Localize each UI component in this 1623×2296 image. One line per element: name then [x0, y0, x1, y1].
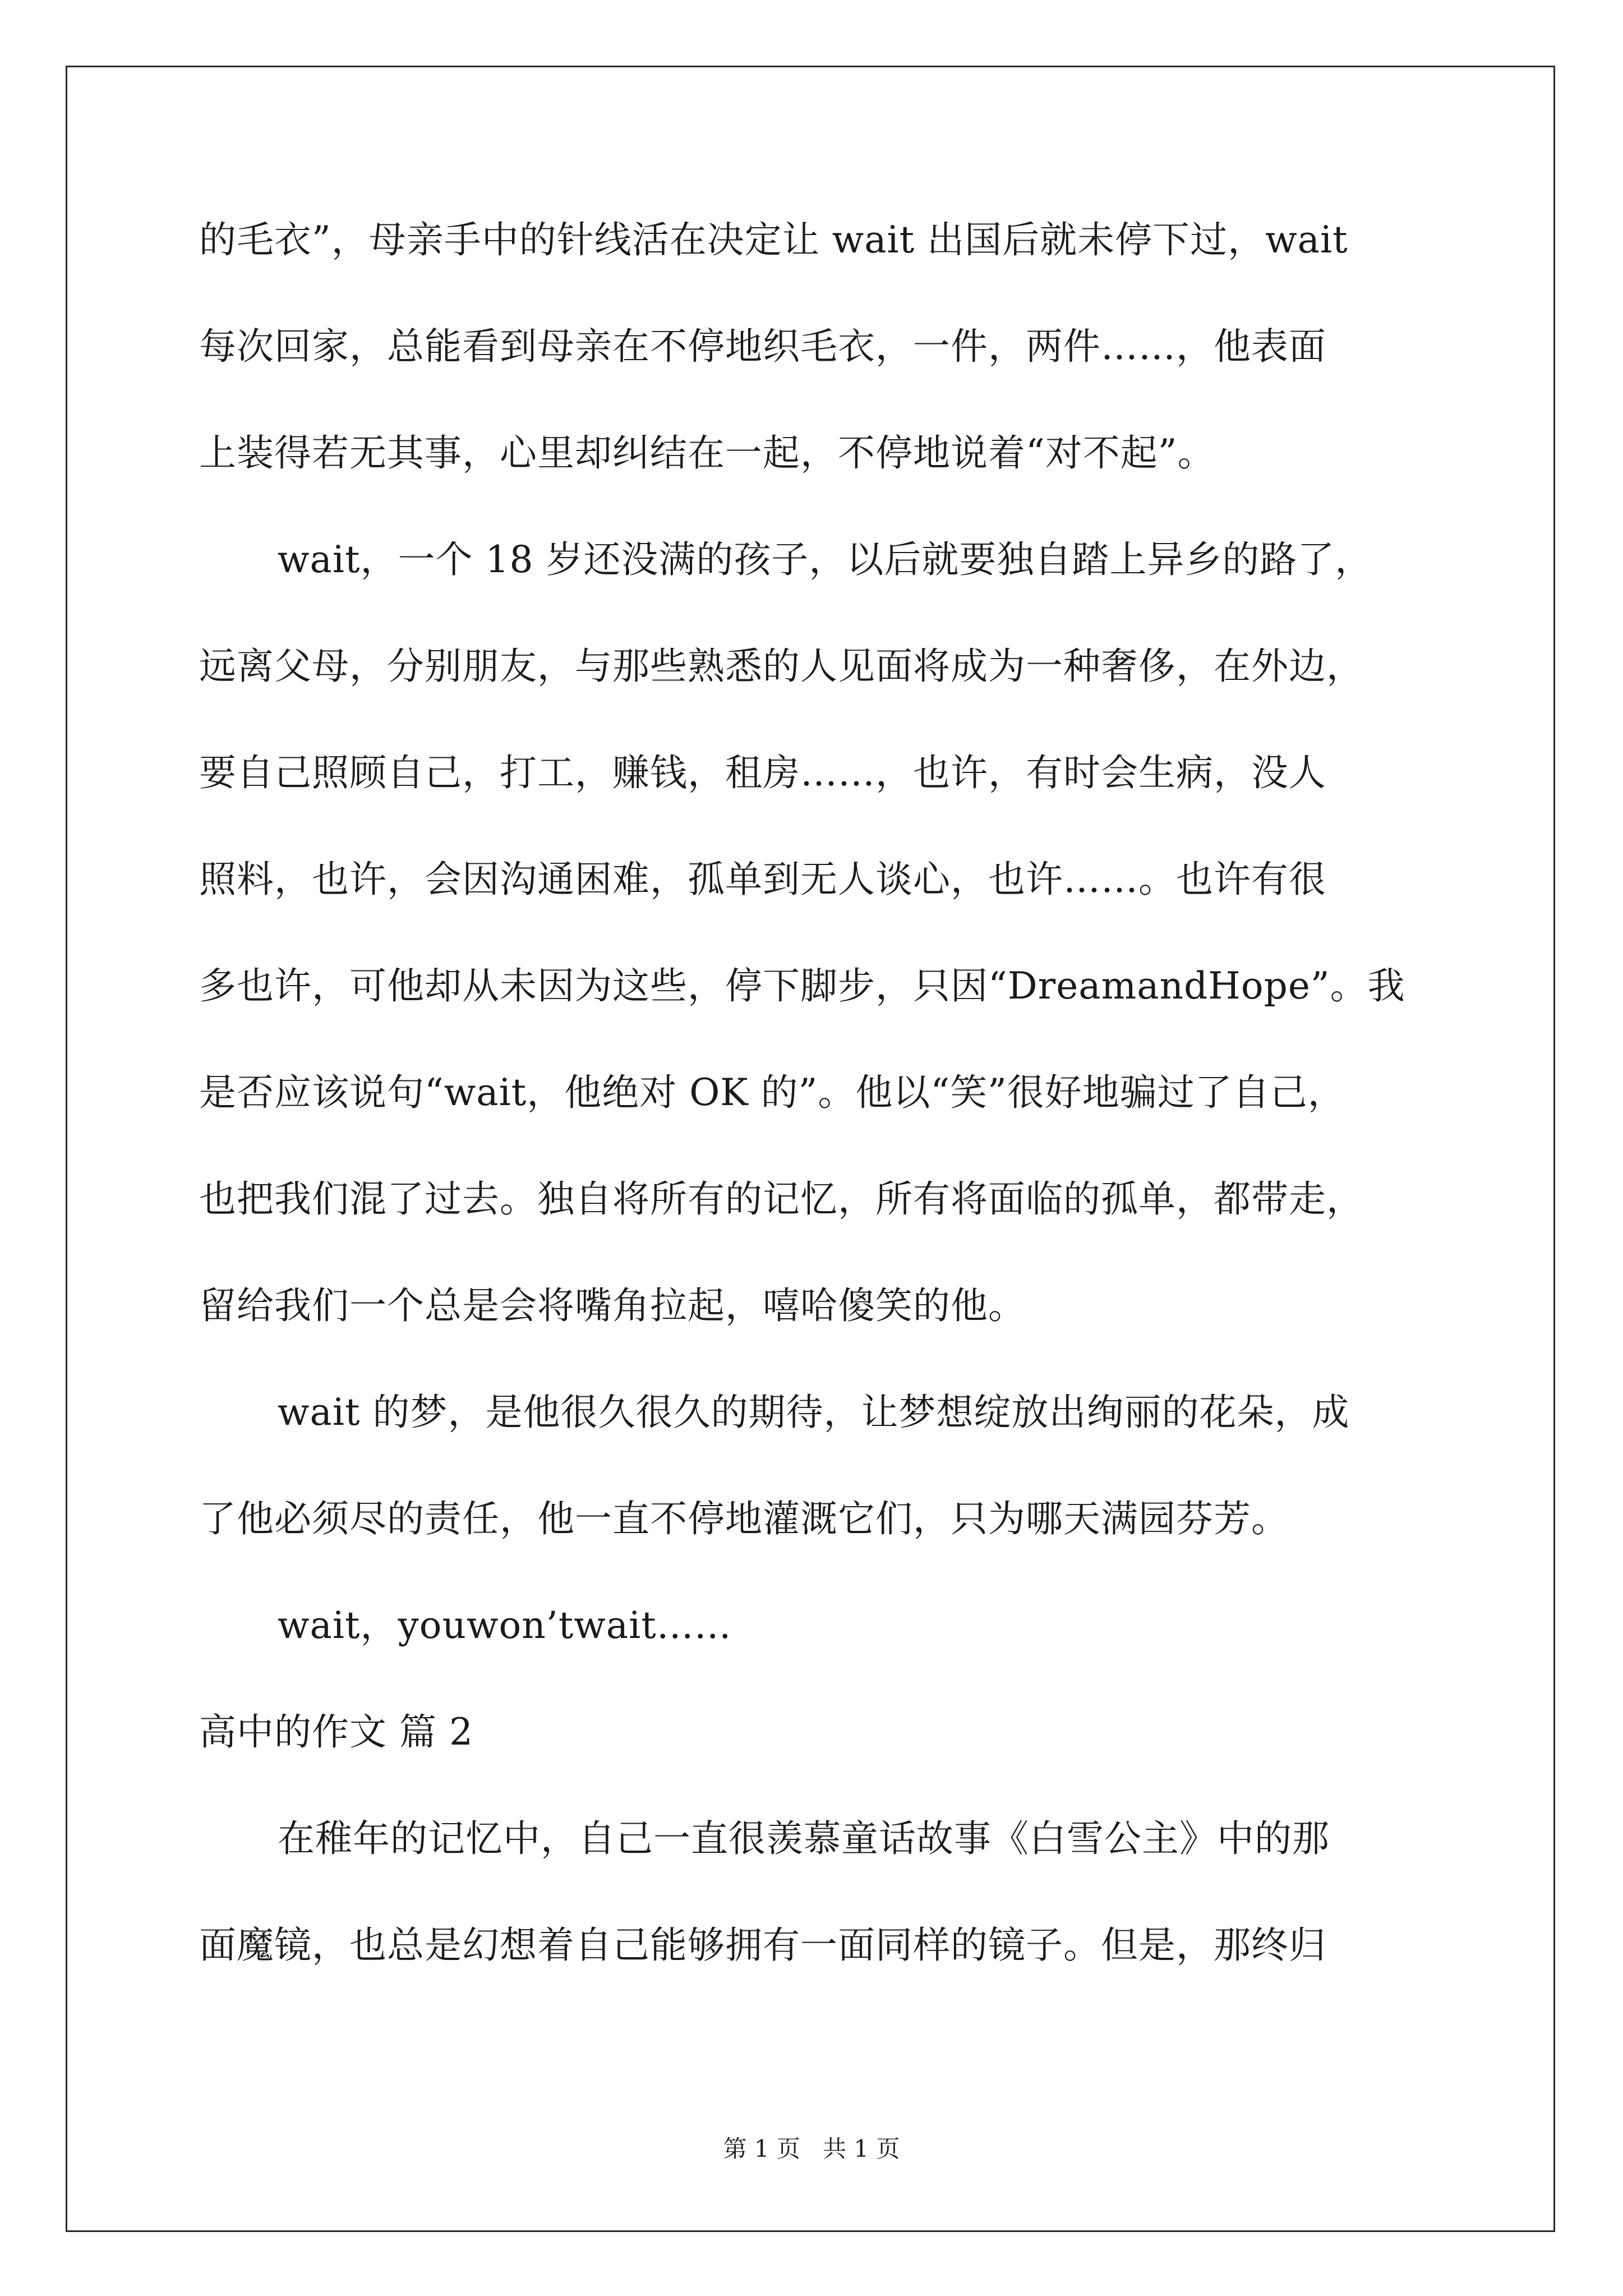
text-line: 要自己照顾自己，打工，赚钱，租房……，也许，有时会生病，没人	[199, 751, 1326, 794]
text-line: 远离父母，分别朋友，与那些熟悉的人见面将成为一种奢侈，在外边，	[199, 645, 1364, 688]
text-line: 多也许，可他却从未因为这些，停下脚步，只因“DreamandHope”。我	[199, 964, 1405, 1007]
page-number-current: 第 1 页	[723, 2135, 800, 2162]
text-line: 上装得若无其事，心里却纠结在一起，不停地说着“对不起”。	[199, 431, 1215, 475]
text-line: wait，youwon’twait……	[278, 1604, 732, 1647]
text-line: 在稚年的记忆中，自己一直很羡慕童话故事《白雪公主》中的那	[278, 1817, 1330, 1860]
text-line: 每次回家，总能看到母亲在不停地织毛衣，一件，两件……，他表面	[199, 325, 1326, 368]
text-line: 也把我们混了过去。独自将所有的记忆，所有将面临的孤单，都带走，	[199, 1177, 1364, 1221]
text-line: 的毛衣”，母亲手中的针线活在决定让 wait 出国后就未停下过，wait	[199, 218, 1348, 261]
text-line: wait，一个 18 岁还没满的孩子，以后就要独自踏上异乡的路了，	[278, 538, 1373, 581]
page-frame	[66, 66, 1555, 2232]
section-heading: 高中的作文 篇 2	[199, 1710, 473, 1754]
text-line: 了他必须尽的责任，他一直不停地灌溉它们，只为哪天满园芬芳。	[199, 1497, 1289, 1540]
page-footer	[0, 2132, 1623, 2166]
text-line: 是否应该说句“wait，他绝对 OK 的”。他以“笑”很好地骗过了自己，	[199, 1071, 1345, 1114]
text-line: 留给我们一个总是会将嘴角拉起，嘻哈傻笑的他。	[199, 1284, 1026, 1327]
text-line: 面魔镜，也总是幻想着自己能够拥有一面同样的镜子。但是，那终归	[199, 1924, 1326, 1967]
text-line: 照料，也许，会因沟通困难，孤单到无人谈心，也许……。也许有很	[199, 858, 1326, 901]
page-number-total: 共 1 页	[823, 2135, 900, 2162]
text-line: wait 的梦，是他很久很久的期待，让梦想绽放出绚丽的花朵，成	[278, 1391, 1350, 1434]
